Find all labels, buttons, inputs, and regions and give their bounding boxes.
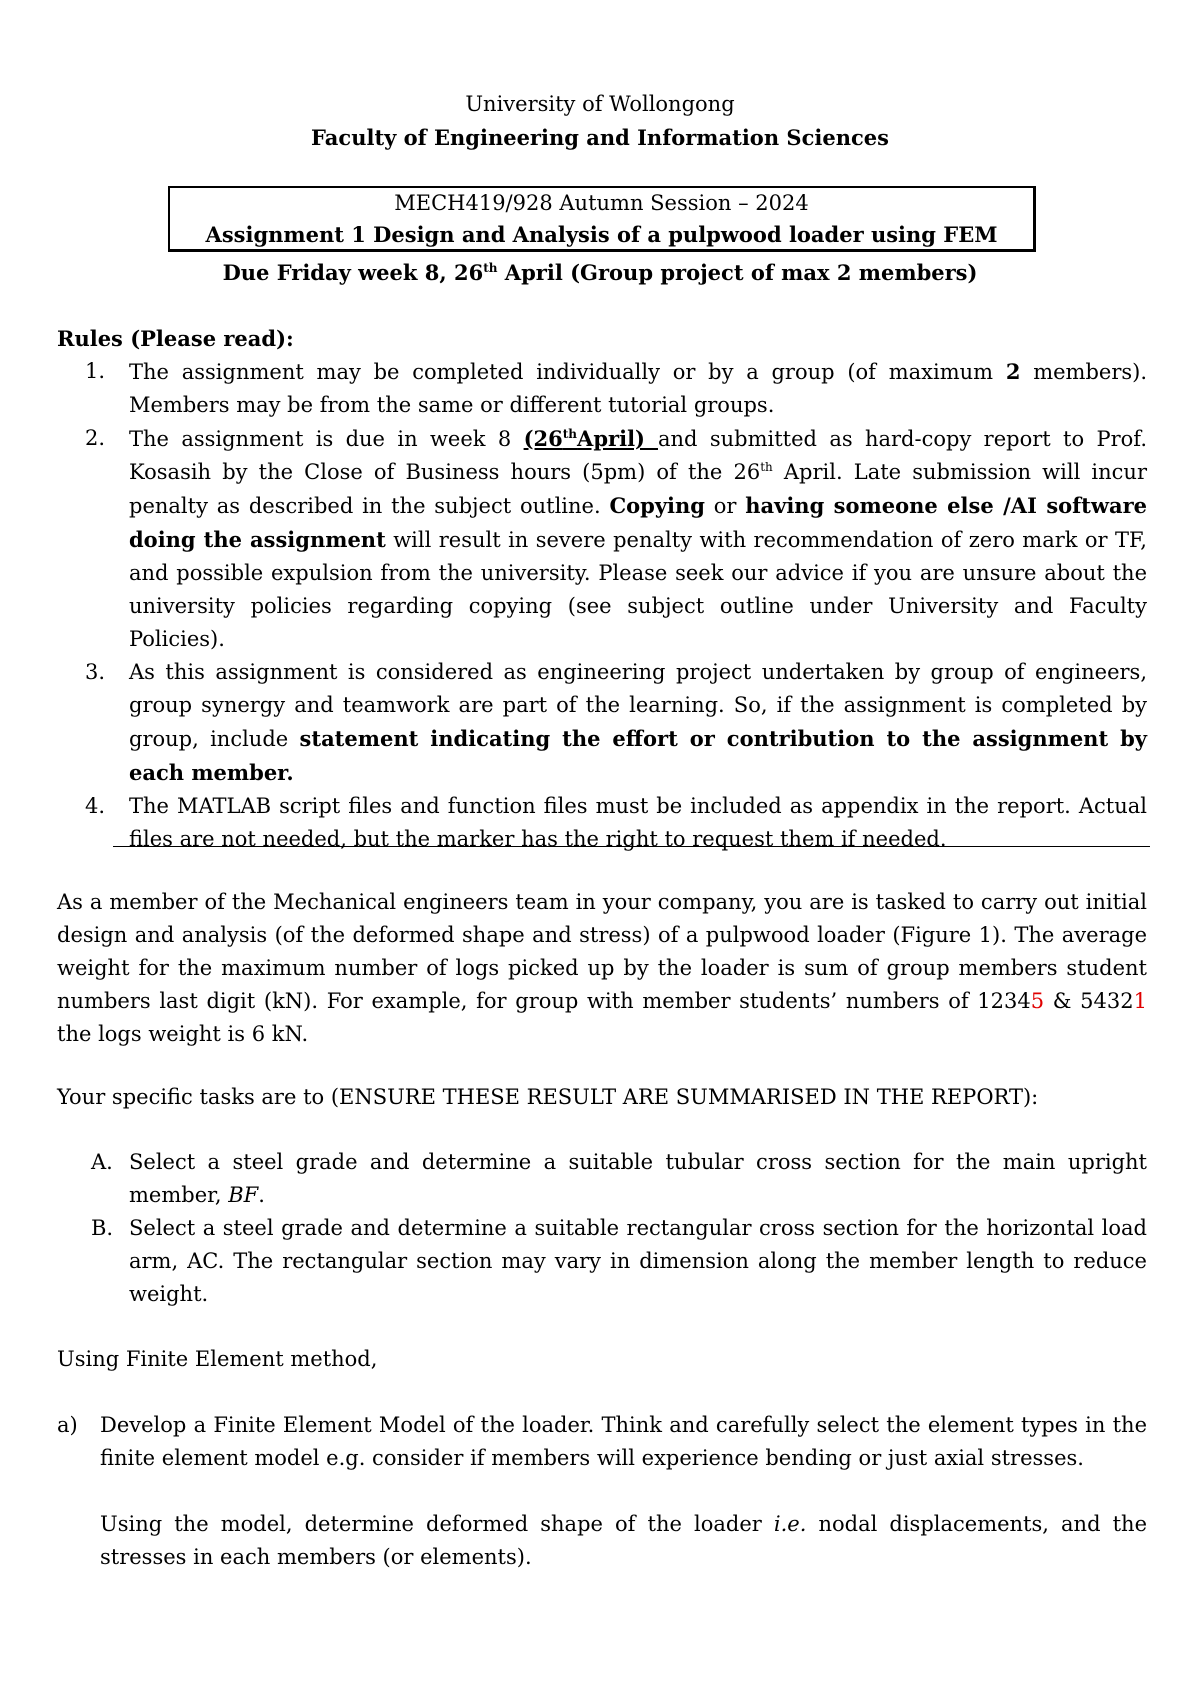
task-letter: B.	[91, 1216, 114, 1240]
rules-divider	[113, 846, 1150, 847]
steps-section	[57, 1409, 1147, 1574]
rule-text: members). Members may be from the same or different tutorial groups.	[129, 360, 1148, 417]
rule-text: and submitted as hard-copy report to Prof. Kosasih by the Close of Business hours (5pm) of the 26	[129, 427, 1148, 484]
rule-number: 1.	[85, 359, 106, 383]
rule-text: As this assignment is considered as engineering project undertaken by group of engineers, group synergy and teamwork are part of the learning. So, if the assignment is completed by group, include	[129, 660, 1147, 751]
rule-number: 4.	[85, 794, 106, 818]
highlighted-digit: 5	[1030, 989, 1045, 1013]
due-date-month: April)	[577, 426, 658, 451]
rule-item	[57, 422, 1147, 656]
course-title: MECH419/928 Autumn Session – 2024	[394, 191, 809, 215]
tasks-section	[57, 1146, 1147, 1311]
rules-title: Rules (Please read):	[57, 326, 294, 351]
task-item	[57, 1146, 1147, 1212]
highlighted-digit: 1	[1133, 989, 1147, 1013]
rules-section	[57, 322, 1147, 856]
rule-bold-text: 2	[1005, 359, 1021, 384]
rule-text: will result in severe penalty with recommendation of zero mark or TF, and possible expulsion from the university. Please seek our advice if you are unsure about the university policies regarding copying (see subject outline under University and Faculty Policies).	[129, 528, 1147, 651]
steps-list	[57, 1409, 1147, 1574]
faculty-name: Faculty of Engineering and Information Sciences	[311, 125, 889, 150]
intro-text: the logs weight is 6 kN.	[57, 1022, 309, 1046]
intro-text: & 5432	[1044, 989, 1134, 1013]
university-name: University of Wollongong	[465, 92, 735, 116]
due-date-day: (26	[523, 426, 563, 451]
task-text: .	[258, 1183, 265, 1207]
rule-text: The assignment may be completed individually or by a group (of maximum	[129, 360, 1006, 384]
rule-bold-text: having someone else /AI software doing the assignment	[129, 493, 1147, 552]
step-item	[57, 1409, 1147, 1574]
document-header	[0, 88, 1200, 154]
fem-intro: Using Finite Element method,	[57, 1347, 378, 1371]
intro-text: As a member of the Mechanical engineers team in your company, you are is tasked to carry out initial design and analysis (of the deformed shape and stress) of a pulpwood loader (Figure 1). The average weight for the maximum number of logs picked up by the loader is sum of group members student numbers last digit (kN). For example, for group with member students’ numbers of 1234	[57, 890, 1147, 1013]
paragraph-gap	[100, 1475, 1147, 1508]
due-suffix: April (Group project of max 2 members)	[497, 260, 978, 285]
task-text: Select a steel grade and determine a suitable tubular cross section for the main upright member,	[129, 1150, 1147, 1207]
step-paragraph: Develop a Finite Element Model of the loader. Think and carefully select the element types in the finite element model e.g. consider if members will experience bending or just axial stresses.	[100, 1413, 1147, 1470]
due-date-line	[0, 256, 1200, 289]
rule-bold-text: Copying	[609, 493, 705, 518]
intro-paragraph	[57, 886, 1147, 1051]
step-label: a)	[57, 1413, 78, 1437]
rule-text: or	[704, 494, 746, 518]
rule-sup: th	[760, 460, 773, 474]
rules-list	[57, 355, 1147, 856]
task-text: Select a steel grade and determine a suitable rectangular cross section for the horizontal load arm, AC. The rectangular section may vary in dimension along the member length to reduce weight.	[129, 1216, 1147, 1306]
task-letter: A.	[91, 1150, 113, 1174]
member-label: BF	[228, 1183, 259, 1207]
rule-item	[57, 656, 1147, 790]
course-title-box	[168, 186, 1036, 252]
tasks-list	[57, 1146, 1147, 1311]
rule-due-date	[524, 426, 658, 451]
step-paragraph	[100, 1508, 1147, 1574]
rule-text: April. Late submission will incur penalty as described in the subject outline.	[129, 460, 1147, 518]
rule-item	[57, 355, 1147, 422]
due-prefix: Due Friday week 8, 26	[222, 260, 484, 285]
step-text: nodal displacements, and the stresses in each members (or elements).	[100, 1512, 1147, 1569]
rule-bold-text: statement indicating the effort or contribution to the assignment by each member.	[129, 726, 1148, 785]
assignment-title: Assignment 1 Design and Analysis of a pulpwood loader using FEM	[205, 222, 998, 247]
due-sup: th	[483, 261, 498, 275]
rule-text: The MATLAB script files and function files must be included as appendix in the report. Actual files are not needed, but the marker has the right to request them if needed.	[129, 794, 1147, 851]
rule-number: 2.	[85, 426, 106, 450]
tasks-intro: Your specific tasks are to (ENSURE THESE RESULT ARE SUMMARISED IN THE REPORT):	[57, 1085, 1039, 1109]
task-item	[57, 1212, 1147, 1311]
step-italic-text: i.e.	[773, 1512, 807, 1536]
due-date-sup: th	[562, 427, 578, 441]
rule-text: The assignment is due in week 8	[129, 427, 524, 451]
step-text: Using the model, determine deformed shape of the loader	[100, 1512, 774, 1536]
rule-number: 3.	[85, 660, 106, 684]
